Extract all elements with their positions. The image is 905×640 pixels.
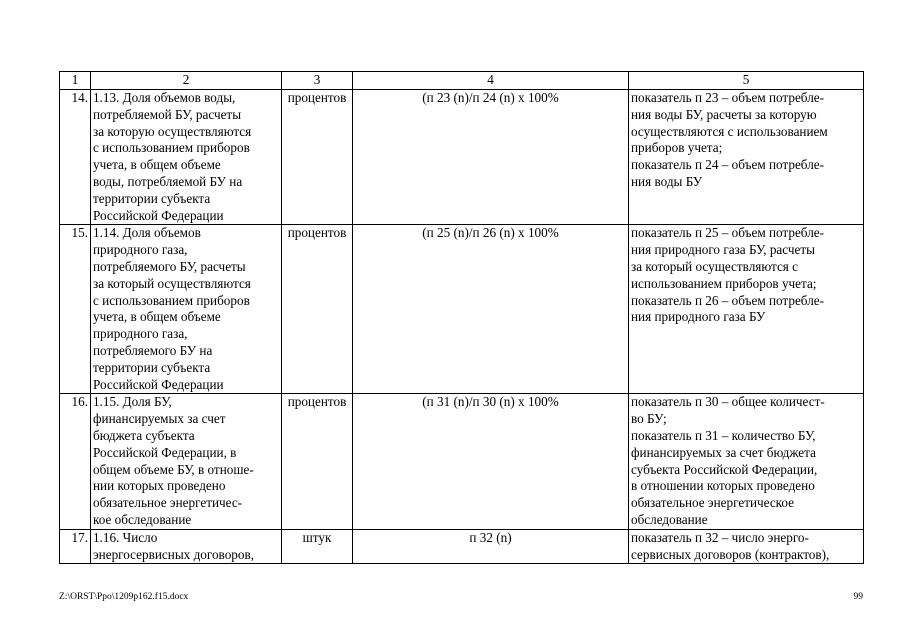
description-cell-line: обязательное энергетическое bbox=[631, 495, 795, 511]
description-cell-line: субъекта Российской Федерации, bbox=[631, 461, 818, 477]
description-cell-line: показатель п 31 – количество БУ, bbox=[631, 427, 816, 443]
indicator-name-cell-line: территории субъекта bbox=[93, 190, 211, 206]
description-cell-line: показатель п 24 – объем потребле- bbox=[631, 157, 825, 173]
description-cell-line: сервисных договоров (контрактов), bbox=[631, 546, 830, 562]
row-number-cell: 17. bbox=[60, 529, 91, 564]
indicator-name-cell-line: с использованием приборов bbox=[93, 292, 250, 308]
header-cell-2: 2 bbox=[91, 72, 282, 90]
indicator-name-cell-line: природного газа, bbox=[93, 242, 188, 258]
description-cell-line: за который осуществляются с bbox=[631, 258, 799, 274]
description-cell-line: использованием приборов учета; bbox=[631, 275, 817, 291]
indicator-name-cell-line: 1.13. Доля объемов воды, bbox=[93, 90, 236, 105]
indicator-name-cell-line: Российской Федерации, в bbox=[93, 444, 237, 460]
formula-cell: п 32 (n) bbox=[353, 529, 629, 564]
header-cell-1: 1 bbox=[60, 72, 91, 90]
description-cell-line: в отношении которых проведено bbox=[631, 478, 815, 494]
indicator-name-cell-line: 1.16. Число bbox=[93, 529, 158, 545]
description-cell-line: во БУ; bbox=[631, 411, 667, 427]
indicator-name-cell-line: территории субъекта bbox=[93, 359, 211, 375]
table-header-row bbox=[60, 72, 864, 90]
indicator-name-cell-line: учета, в общем объеме bbox=[93, 309, 221, 325]
description-cell-line: ния воды БУ bbox=[631, 173, 703, 189]
description-cell-line: показатель п 25 – объем потребле- bbox=[631, 225, 825, 241]
unit-cell: штук bbox=[282, 529, 353, 564]
indicator-table bbox=[59, 71, 864, 564]
indicator-name-cell-line: 1.15. Доля БУ, bbox=[93, 394, 172, 410]
header-cell-5: 5 bbox=[629, 72, 864, 90]
indicator-name-cell-line: Российской Федерации bbox=[93, 207, 224, 223]
unit-cell: процентов bbox=[282, 394, 353, 529]
header-cell-4: 4 bbox=[353, 72, 629, 90]
indicator-name-cell bbox=[91, 225, 282, 394]
indicator-name-cell-line: учета, в общем объеме bbox=[93, 157, 221, 173]
description-cell-line: ния природного газа БУ bbox=[631, 309, 766, 325]
table-row bbox=[60, 225, 864, 394]
description-cell-line: приборов учета; bbox=[631, 140, 723, 156]
indicator-name-cell bbox=[91, 394, 282, 529]
indicator-name-cell-line: 1.14. Доля объемов bbox=[93, 225, 201, 241]
table-row bbox=[60, 394, 864, 529]
indicator-name-cell-line: за который осуществляются bbox=[93, 275, 251, 291]
formula-cell: (п 25 (n)/п 26 (n) х 100% bbox=[353, 225, 629, 394]
indicator-name-cell-line: потребляемой БУ, расчеты bbox=[93, 106, 242, 122]
description-cell bbox=[629, 90, 864, 225]
formula-cell: (п 31 (n)/п 30 (n) х 100% bbox=[353, 394, 629, 529]
header-cell-3: 3 bbox=[282, 72, 353, 90]
indicator-name-cell bbox=[91, 90, 282, 225]
indicator-name-cell-line: кое обследование bbox=[93, 511, 192, 527]
footer-file-path: Z:\ORST\Ppo\1209p162.f15.docx bbox=[59, 592, 189, 602]
description-cell-line: осуществляются с использованием bbox=[631, 123, 828, 139]
description-cell bbox=[629, 394, 864, 529]
indicator-name-cell-line: за которую осуществляются bbox=[93, 123, 252, 139]
description-cell-line: показатель п 26 – объем потребле- bbox=[631, 292, 825, 308]
description-cell bbox=[629, 225, 864, 394]
unit-cell: процентов bbox=[282, 225, 353, 394]
page-number: 99 bbox=[853, 592, 863, 602]
row-number-cell: 14. bbox=[60, 90, 91, 225]
indicator-name-cell-line: Российской Федерации bbox=[93, 376, 224, 392]
indicator-name-cell-line: потребляемого БУ на bbox=[93, 342, 213, 358]
description-cell-line: показатель п 30 – общее количест- bbox=[631, 394, 825, 410]
table-row bbox=[60, 529, 864, 564]
description-cell-line: финансируемых за счет бюджета bbox=[631, 444, 816, 460]
indicator-name-cell-line: потребляемого БУ, расчеты bbox=[93, 258, 246, 274]
table-row bbox=[60, 90, 864, 225]
indicator-name-cell-line: энергосервисных договоров, bbox=[93, 546, 254, 562]
description-cell-line: ния воды БУ, расчеты за которую bbox=[631, 106, 817, 122]
description-cell-line: показатель п 32 – число энерго- bbox=[631, 529, 809, 545]
indicator-name-cell-line: бюджета субъекта bbox=[93, 427, 195, 443]
description-cell-line: ния природного газа БУ, расчеты bbox=[631, 242, 815, 258]
indicator-name-cell-line: финансируемых за счет bbox=[93, 411, 226, 427]
description-cell-line: показатель п 23 – объем потребле- bbox=[631, 90, 825, 105]
indicator-name-cell-line: с использованием приборов bbox=[93, 140, 250, 156]
formula-cell: (п 23 (n)/п 24 (n) х 100% bbox=[353, 90, 629, 225]
unit-cell: процентов bbox=[282, 90, 353, 225]
indicator-name-cell bbox=[91, 529, 282, 564]
row-number-cell: 15. bbox=[60, 225, 91, 394]
indicator-name-cell-line: общем объеме БУ, в отноше- bbox=[93, 461, 254, 477]
indicator-name-cell-line: природного газа, bbox=[93, 326, 188, 342]
indicator-name-cell-line: нии которых проведено bbox=[93, 478, 226, 494]
description-cell-line: обследование bbox=[631, 511, 708, 527]
indicator-name-cell-line: обязательное энергетичес- bbox=[93, 495, 243, 511]
description-cell bbox=[629, 529, 864, 564]
row-number-cell: 16. bbox=[60, 394, 91, 529]
indicator-name-cell-line: воды, потребляемой БУ на bbox=[93, 173, 243, 189]
